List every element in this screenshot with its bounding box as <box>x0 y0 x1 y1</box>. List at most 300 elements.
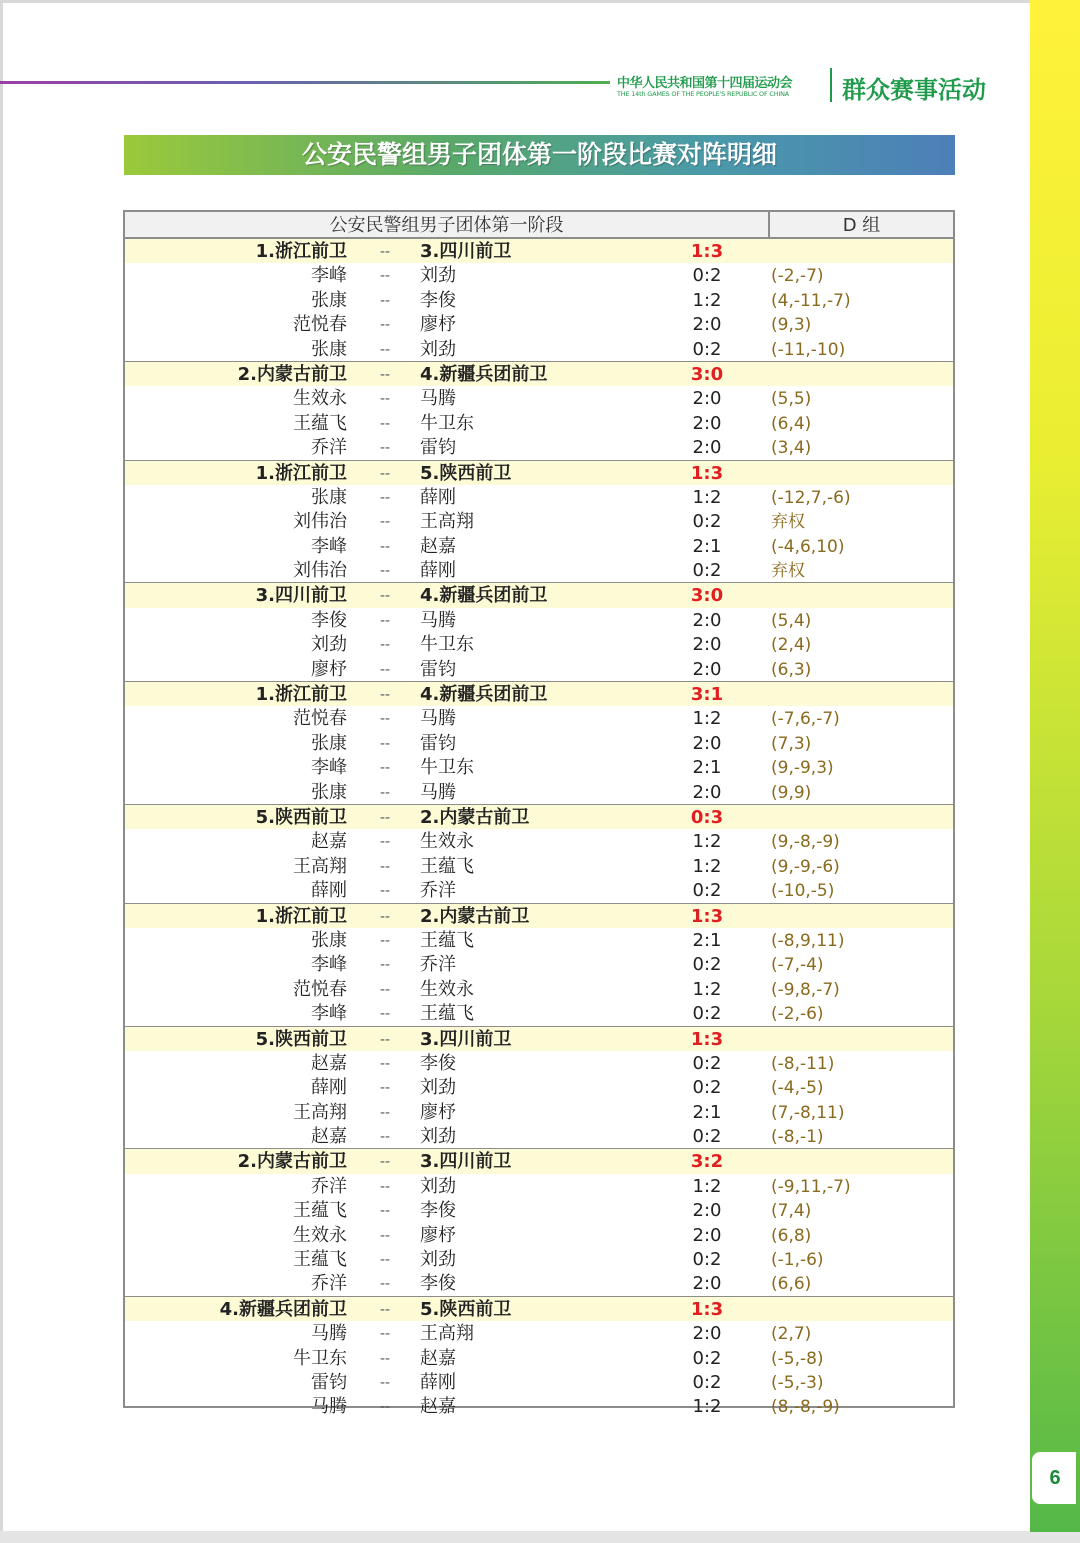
game-score: 2:0 <box>692 634 722 656</box>
player-b-name: 生效永 <box>420 831 474 853</box>
game-score: 1:2 <box>692 855 722 877</box>
game-score: 0:2 <box>692 511 722 533</box>
team-match-row <box>125 805 953 829</box>
player-b-name: 王蕴飞 <box>420 1003 474 1025</box>
games-title: 中华人民共和国第十四届运动会 <box>617 76 793 91</box>
game-score: 2:0 <box>692 412 722 434</box>
team-a-name: 1.浙江前卫 <box>255 905 347 927</box>
player-a-name: 生效永 <box>293 1224 347 1246</box>
player-a-name: 李峰 <box>311 954 347 976</box>
player-a-name: 赵嘉 <box>311 1052 347 1074</box>
game-row <box>125 657 953 681</box>
game-detail: (5,5) <box>771 389 812 410</box>
team-b-name: 2.内蒙古前卫 <box>420 806 530 828</box>
match-block <box>125 805 953 904</box>
game-score: 0:2 <box>692 1126 722 1148</box>
game-detail: (9,9) <box>771 782 812 803</box>
player-b-name: 刘劲 <box>420 338 456 360</box>
player-a-name: 赵嘉 <box>311 831 347 853</box>
game-row <box>125 608 953 632</box>
player-a-name: 王蕴飞 <box>293 412 347 434</box>
team-a-name: 1.浙江前卫 <box>255 241 347 262</box>
game-score: 2:1 <box>692 535 722 557</box>
game-row <box>125 854 953 878</box>
team-score: 1:3 <box>690 905 724 927</box>
match-block <box>125 239 953 362</box>
match-block <box>125 682 953 805</box>
game-detail: (-5,-3) <box>771 1372 824 1393</box>
game-score: 2:1 <box>692 757 722 779</box>
team-a-name: 1.浙江前卫 <box>255 684 347 706</box>
team-match-row <box>125 362 953 386</box>
player-a-name: 李峰 <box>311 757 347 779</box>
player-a-name: 王高翔 <box>293 1101 347 1123</box>
game-row <box>125 731 953 755</box>
header-rule <box>0 81 610 84</box>
game-row <box>125 1394 953 1418</box>
team-b-name: 4.新疆兵团前卫 <box>420 684 548 706</box>
game-row <box>125 1271 953 1295</box>
game-row <box>125 952 953 976</box>
player-b-name: 刘劲 <box>420 1126 456 1148</box>
separator-dash: -- <box>379 244 391 260</box>
game-score: 2:0 <box>692 1200 722 1222</box>
group-header: D 组 <box>842 215 881 236</box>
game-detail: (-2,-7) <box>771 266 824 287</box>
page-number: 6 <box>1049 1467 1061 1489</box>
player-b-name: 刘劲 <box>420 265 456 287</box>
game-score: 2:0 <box>692 658 722 680</box>
separator-dash: -- <box>379 366 391 383</box>
game-row <box>125 1051 953 1075</box>
player-a-name: 范悦春 <box>293 314 347 336</box>
player-b-name: 李俊 <box>420 1200 456 1222</box>
player-a-name: 马腾 <box>311 1323 347 1345</box>
game-detail: (4,-11,-7) <box>771 290 851 311</box>
game-row <box>125 1346 953 1370</box>
team-score: 0:3 <box>690 806 724 828</box>
game-detail: (-4,6,10) <box>771 536 845 557</box>
separator-dash: -- <box>379 1154 391 1171</box>
separator-dash: -- <box>379 981 391 998</box>
match-block <box>125 1297 953 1419</box>
separator-dash: -- <box>379 268 391 285</box>
stage-header: 公安民警组男子团体第一阶段 <box>329 215 564 236</box>
game-score: 0:2 <box>692 1371 722 1393</box>
player-a-name: 张康 <box>311 289 347 311</box>
game-row <box>125 534 953 558</box>
player-b-name: 牛卫东 <box>420 412 474 434</box>
game-row <box>125 435 953 459</box>
player-a-name: 牛卫东 <box>293 1347 347 1369</box>
separator-dash: -- <box>379 932 391 949</box>
game-row <box>125 706 953 730</box>
separator-dash: -- <box>379 661 391 678</box>
separator-dash: -- <box>379 1178 391 1195</box>
game-row <box>125 485 953 509</box>
player-a-name: 李峰 <box>311 265 347 287</box>
player-b-name: 牛卫东 <box>420 757 474 779</box>
game-detail: 弃权 <box>771 561 805 582</box>
page-title: 公安民警组男子团体第一阶段比赛对阵明细 <box>301 140 777 169</box>
separator-dash: -- <box>379 1252 391 1269</box>
team-match-row <box>125 1297 953 1321</box>
separator-dash: -- <box>379 612 391 629</box>
separator-dash: -- <box>379 687 391 704</box>
match-block <box>125 583 953 682</box>
separator-dash: -- <box>379 1374 391 1391</box>
game-row <box>125 878 953 902</box>
separator-dash: -- <box>379 1301 391 1318</box>
player-b-name: 李俊 <box>420 289 456 311</box>
side-color-bar <box>1030 0 1080 1532</box>
player-a-name: 薛刚 <box>311 1077 347 1099</box>
player-b-name: 王高翔 <box>420 1323 474 1345</box>
game-detail: 弃权 <box>771 512 805 533</box>
separator-dash: -- <box>379 1227 391 1244</box>
game-detail: (6,4) <box>771 413 812 434</box>
player-a-name: 李峰 <box>311 535 347 557</box>
game-row <box>125 632 953 656</box>
separator-dash: -- <box>379 1080 391 1097</box>
separator-dash: -- <box>379 957 391 974</box>
game-row <box>125 755 953 779</box>
separator-dash: -- <box>379 440 391 457</box>
game-score: 2:0 <box>692 609 722 631</box>
separator-dash: -- <box>379 1399 391 1416</box>
game-row <box>125 977 953 1001</box>
team-match-row <box>125 461 953 485</box>
game-detail: (-7,6,-7) <box>771 709 840 730</box>
game-score: 1:2 <box>692 831 722 853</box>
game-score: 1:2 <box>692 1175 722 1197</box>
team-score: 1:3 <box>690 1028 724 1050</box>
game-detail: (9,3) <box>771 315 812 336</box>
separator-dash: -- <box>379 538 391 555</box>
game-score: 0:2 <box>692 1003 722 1025</box>
player-b-name: 雷钧 <box>420 658 456 680</box>
game-row <box>125 411 953 435</box>
separator-dash: -- <box>379 341 391 358</box>
player-a-name: 雷钧 <box>311 1371 347 1393</box>
game-score: 0:2 <box>692 1077 722 1099</box>
separator-dash: -- <box>379 809 391 826</box>
team-a-name: 2.内蒙古前卫 <box>237 363 347 385</box>
game-score: 1:2 <box>692 486 722 508</box>
player-a-name: 乔洋 <box>311 1273 347 1295</box>
team-b-name: 4.新疆兵团前卫 <box>420 363 548 385</box>
game-detail: (-4,-5) <box>771 1078 824 1099</box>
player-a-name: 李峰 <box>311 1003 347 1025</box>
team-b-name: 5.陕西前卫 <box>420 1298 512 1320</box>
game-detail: (-11,-10) <box>771 339 846 360</box>
game-detail: (2,4) <box>771 635 812 656</box>
game-detail: (-8,-11) <box>771 1053 835 1074</box>
separator-dash: -- <box>379 391 391 408</box>
game-detail: (-8,-1) <box>771 1127 824 1148</box>
game-score: 2:0 <box>692 1323 722 1345</box>
team-score: 1:3 <box>690 462 724 484</box>
separator-dash: -- <box>379 834 391 851</box>
game-score: 2:0 <box>692 388 722 410</box>
game-row <box>125 1223 953 1247</box>
game-score: 2:1 <box>692 1101 722 1123</box>
separator-dash: -- <box>379 563 391 580</box>
player-a-name: 乔洋 <box>311 1175 347 1197</box>
team-match-row <box>125 904 953 928</box>
separator-dash: -- <box>379 415 391 432</box>
team-a-name: 4.新疆兵团前卫 <box>219 1298 347 1320</box>
separator-dash: -- <box>379 1326 391 1343</box>
game-score: 1:2 <box>692 289 722 311</box>
game-row <box>125 829 953 853</box>
player-a-name: 马腾 <box>311 1396 347 1418</box>
player-b-name: 李俊 <box>420 1052 456 1074</box>
game-score: 1:2 <box>692 708 722 730</box>
team-score: 3:1 <box>690 684 724 706</box>
game-detail: (7,3) <box>771 733 812 754</box>
game-detail: (2,7) <box>771 1324 812 1345</box>
player-b-name: 廖杼 <box>420 314 456 336</box>
team-a-name: 5.陕西前卫 <box>255 806 347 828</box>
player-a-name: 刘劲 <box>311 634 347 656</box>
game-score: 0:2 <box>692 560 722 582</box>
game-detail: (6,8) <box>771 1225 812 1246</box>
player-a-name: 王蕴飞 <box>293 1200 347 1222</box>
player-a-name: 张康 <box>311 929 347 951</box>
player-b-name: 乔洋 <box>420 954 456 976</box>
player-a-name: 廖杼 <box>311 658 347 680</box>
player-b-name: 王高翔 <box>420 511 474 533</box>
player-a-name: 乔洋 <box>311 437 347 459</box>
game-detail: (-2,-6) <box>771 1004 824 1025</box>
game-row <box>125 1075 953 1099</box>
game-detail: (3,4) <box>771 438 812 459</box>
team-a-name: 3.四川前卫 <box>255 585 347 607</box>
match-block <box>125 1027 953 1150</box>
games-subtitle: THE 14th GAMES OF THE PEOPLE'S REPUBLIC OF CHINA <box>617 90 790 98</box>
game-detail: (-5,-8) <box>771 1348 824 1369</box>
table-body <box>125 239 953 1419</box>
game-row <box>125 928 953 952</box>
game-detail: (7,4) <box>771 1201 812 1222</box>
team-b-name: 3.四川前卫 <box>420 241 512 262</box>
player-b-name: 马腾 <box>420 609 456 631</box>
team-b-name: 4.新疆兵团前卫 <box>420 585 548 607</box>
player-b-name: 薛刚 <box>420 486 456 508</box>
player-b-name: 李俊 <box>420 1273 456 1295</box>
match-block <box>125 461 953 584</box>
player-a-name: 赵嘉 <box>311 1126 347 1148</box>
game-score: 2:0 <box>692 732 722 754</box>
separator-dash: -- <box>379 1055 391 1072</box>
game-detail: (6,3) <box>771 659 812 680</box>
team-a-name: 1.浙江前卫 <box>255 462 347 484</box>
game-row <box>125 1370 953 1394</box>
team-a-name: 2.内蒙古前卫 <box>237 1151 347 1173</box>
player-b-name: 刘劲 <box>420 1249 456 1271</box>
game-row <box>125 509 953 533</box>
player-b-name: 雷钧 <box>420 732 456 754</box>
team-a-name: 5.陕西前卫 <box>255 1028 347 1050</box>
player-a-name: 范悦春 <box>293 978 347 1000</box>
team-score: 3:2 <box>690 1151 724 1173</box>
team-score: 3:0 <box>690 585 724 607</box>
separator-dash: -- <box>379 711 391 728</box>
separator-dash: -- <box>379 1006 391 1023</box>
game-row <box>125 288 953 312</box>
player-b-name: 廖杼 <box>420 1101 456 1123</box>
game-score: 2:0 <box>692 314 722 336</box>
header-divider <box>830 68 832 102</box>
game-score: 2:0 <box>692 1273 722 1295</box>
separator-dash: -- <box>379 1031 391 1048</box>
player-b-name: 刘劲 <box>420 1175 456 1197</box>
match-block <box>125 904 953 1027</box>
player-b-name: 赵嘉 <box>420 1396 456 1418</box>
player-a-name: 王高翔 <box>293 855 347 877</box>
player-b-name: 雷钧 <box>420 437 456 459</box>
table-header <box>125 212 953 239</box>
game-detail: (9,-9,-6) <box>771 856 840 877</box>
game-row <box>125 263 953 287</box>
separator-dash: -- <box>379 883 391 900</box>
separator-dash: -- <box>379 1350 391 1367</box>
team-b-name: 3.四川前卫 <box>420 1028 512 1050</box>
game-row <box>125 1124 953 1148</box>
game-score: 0:2 <box>692 338 722 360</box>
player-a-name: 生效永 <box>293 388 347 410</box>
match-table <box>123 210 955 1418</box>
team-match-row <box>125 1027 953 1051</box>
separator-dash: -- <box>379 514 391 531</box>
game-detail: (-10,-5) <box>771 881 835 902</box>
separator-dash: -- <box>379 292 391 309</box>
player-b-name: 廖杼 <box>420 1224 456 1246</box>
player-b-name: 马腾 <box>420 388 456 410</box>
game-detail: (9,-9,3) <box>771 758 834 779</box>
player-b-name: 马腾 <box>420 708 456 730</box>
game-score: 2:0 <box>692 781 722 803</box>
player-a-name: 刘伟治 <box>293 511 347 533</box>
separator-dash: -- <box>379 858 391 875</box>
player-a-name: 张康 <box>311 338 347 360</box>
separator-dash: -- <box>379 588 391 605</box>
game-score: 2:0 <box>692 437 722 459</box>
player-b-name: 乔洋 <box>420 880 456 902</box>
player-b-name: 薛刚 <box>420 560 456 582</box>
player-a-name: 王蕴飞 <box>293 1249 347 1271</box>
section-name: 群众赛事活动 <box>842 76 986 104</box>
separator-dash: -- <box>379 760 391 777</box>
player-b-name: 王蕴飞 <box>420 855 474 877</box>
team-score: 1:3 <box>690 241 724 262</box>
game-row <box>125 1247 953 1271</box>
team-match-row <box>125 1149 953 1173</box>
team-b-name: 5.陕西前卫 <box>420 462 512 484</box>
game-detail: (-9,8,-7) <box>771 979 840 1000</box>
player-a-name: 张康 <box>311 732 347 754</box>
player-a-name: 薛刚 <box>311 880 347 902</box>
player-b-name: 马腾 <box>420 781 456 803</box>
player-b-name: 王蕴飞 <box>420 929 474 951</box>
match-block <box>125 362 953 461</box>
game-row <box>125 780 953 804</box>
game-score: 2:0 <box>692 1224 722 1246</box>
game-row <box>125 337 953 361</box>
game-row <box>125 558 953 582</box>
player-b-name: 赵嘉 <box>420 535 456 557</box>
game-score: 0:2 <box>692 1052 722 1074</box>
team-match-row <box>125 583 953 607</box>
team-b-name: 3.四川前卫 <box>420 1151 512 1173</box>
separator-dash: -- <box>379 908 391 925</box>
game-row <box>125 1100 953 1124</box>
player-b-name: 赵嘉 <box>420 1347 456 1369</box>
separator-dash: -- <box>379 1203 391 1220</box>
game-row <box>125 1001 953 1025</box>
player-a-name: 刘伟治 <box>293 560 347 582</box>
separator-dash: -- <box>379 735 391 752</box>
team-score: 1:3 <box>690 1298 724 1320</box>
team-b-name: 2.内蒙古前卫 <box>420 905 530 927</box>
separator-dash: -- <box>379 1104 391 1121</box>
separator-dash: -- <box>379 784 391 801</box>
player-a-name: 范悦春 <box>293 708 347 730</box>
game-score: 0:2 <box>692 954 722 976</box>
game-score: 0:2 <box>692 880 722 902</box>
player-a-name: 李俊 <box>311 609 347 631</box>
team-match-row <box>125 239 953 263</box>
game-detail: (6,6) <box>771 1274 812 1295</box>
game-row <box>125 1321 953 1345</box>
game-detail: (-9,11,-7) <box>771 1176 851 1197</box>
game-detail: (-7,-4) <box>771 955 824 976</box>
player-b-name: 刘劲 <box>420 1077 456 1099</box>
separator-dash: -- <box>379 489 391 506</box>
game-row <box>125 1198 953 1222</box>
game-row <box>125 386 953 410</box>
separator-dash: -- <box>379 317 391 334</box>
team-score: 3:0 <box>690 363 724 385</box>
player-a-name: 张康 <box>311 781 347 803</box>
game-score: 0:2 <box>692 1347 722 1369</box>
game-detail: (-12,7,-6) <box>771 487 851 508</box>
separator-dash: -- <box>379 1129 391 1146</box>
game-detail: (7,-8,11) <box>771 1102 845 1123</box>
game-score: 0:2 <box>692 1249 722 1271</box>
separator-dash: -- <box>379 465 391 482</box>
game-score: 0:2 <box>692 265 722 287</box>
separator-dash: -- <box>379 637 391 654</box>
game-detail: (9,-8,-9) <box>771 832 840 853</box>
game-detail: (5,4) <box>771 610 812 631</box>
player-a-name: 张康 <box>311 486 347 508</box>
separator-dash: -- <box>379 1276 391 1293</box>
game-row <box>125 312 953 336</box>
game-score: 1:2 <box>692 1396 722 1418</box>
game-detail: (-8,9,11) <box>771 930 845 951</box>
game-score: 2:1 <box>692 929 722 951</box>
game-score: 1:2 <box>692 978 722 1000</box>
page-bottom-edge <box>0 1531 1080 1543</box>
player-b-name: 牛卫东 <box>420 634 474 656</box>
game-detail: (-1,-6) <box>771 1250 824 1271</box>
team-match-row <box>125 682 953 706</box>
player-b-name: 薛刚 <box>420 1371 456 1393</box>
player-b-name: 生效永 <box>420 978 474 1000</box>
game-row <box>125 1174 953 1198</box>
